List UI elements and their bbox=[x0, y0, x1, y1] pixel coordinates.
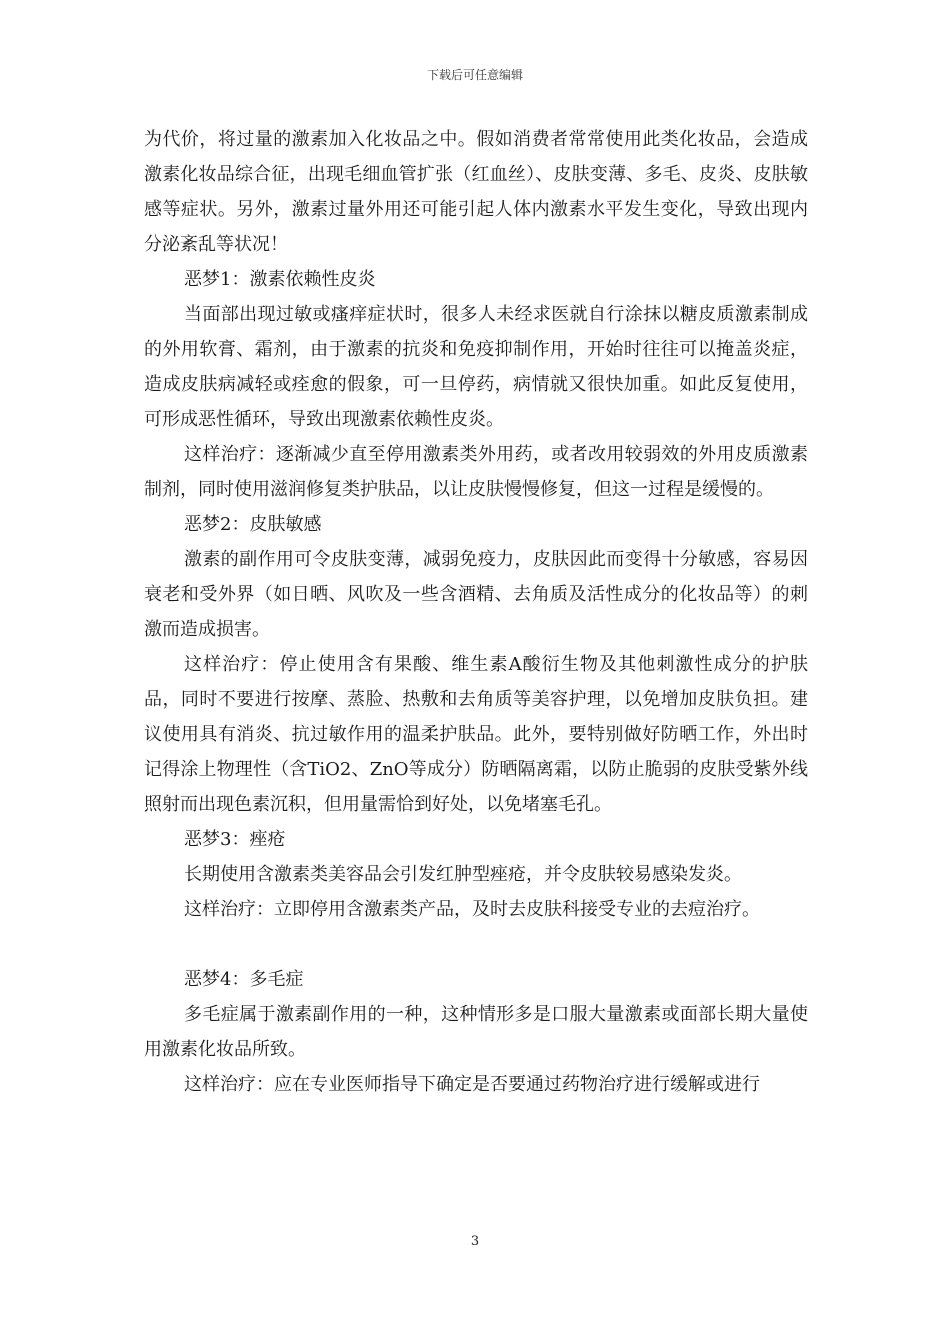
page-number: 3 bbox=[470, 1234, 480, 1249]
paragraph-intro: 为代价，将过量的激素加入化妆品之中。假如消费者常常使用此类化妆品，会造成激素化妆品综合征，出现毛细血管扩张（红血丝）、皮肤变薄、多毛、皮炎、皮肤敏感等症状。另外，激素过量外用还可能引起人体内激素水平发生变化，导致出现内分泌紊乱等状况！ bbox=[144, 129, 808, 255]
paragraph-nightmare-4-treatment: 这样治疗：应在专业医师指导下确定是否要通过药物治疗进行缓解或进行 bbox=[184, 1074, 760, 1095]
document-body bbox=[144, 122, 808, 1102]
paragraph-nightmare-2-body: 激素的副作用可令皮肤变薄，减弱免疫力，皮肤因此而变得十分敏感，容易因衰老和受外界（如日晒、风吹及一些含酒精、去角质及活性成分的化妆品等）的刺激而造成损害。 bbox=[144, 549, 808, 640]
paragraph-nightmare-1-treatment: 这样治疗：逐渐减少直至停用激素类外用药，或者改用较弱效的外用皮质激素制剂，同时使用滋润修复类护肤品，以让皮肤慢慢修复，但这一过程是缓慢的。 bbox=[144, 444, 808, 500]
paragraph-nightmare-3-body: 长期使用含激素类美容品会引发红肿型痤疮，并令皮肤较易感染发炎。 bbox=[184, 864, 742, 885]
paragraph-nightmare-2-treatment: 这样治疗：停止使用含有果酸、维生素A酸衍生物及其他刺激性成分的护肤品，同时不要进行按摩、蒸脸、热敷和去角质等美容护理，以免增加皮肤负担。建议使用具有消炎、抗过敏作用的温柔护肤品。此外，要特别做好防晒工作，外出时记得涂上物理性（含TiO2、ZnO等成分）防晒隔离霜，以防止脆弱的皮肤受紫外线照射而出现色素沉积，但用量需恰到好处，以免堵塞毛孔。 bbox=[144, 654, 808, 815]
paragraph-nightmare-3-treatment: 这样治疗：立即停用含激素类产品，及时去皮肤科接受专业的去痘治疗。 bbox=[184, 899, 760, 920]
section-heading-nightmare-4: 恶梦4：多毛症 bbox=[184, 969, 304, 990]
blank-line bbox=[144, 927, 808, 962]
page-header: 下载后可任意编辑 bbox=[426, 68, 523, 82]
section-heading-nightmare-2: 恶梦2：皮肤敏感 bbox=[184, 514, 322, 535]
section-heading-nightmare-3: 恶梦3：痤疮 bbox=[184, 829, 286, 850]
paragraph-nightmare-4-body: 多毛症属于激素副作用的一种，这种情形多是口服大量激素或面部长期大量使用激素化妆品所致。 bbox=[144, 1004, 808, 1060]
section-heading-nightmare-1: 恶梦1：激素依赖性皮炎 bbox=[184, 269, 376, 290]
paragraph-nightmare-1-body: 当面部出现过敏或瘙痒症状时，很多人未经求医就自行涂抹以糖皮质激素制成的外用软膏、霜剂，由于激素的抗炎和免疫抑制作用，开始时往往可以掩盖炎症，造成皮肤病减轻或痊愈的假象，可一旦停药，病情就又很快加重。如此反复使用，可形成恶性循环，导致出现激素依赖性皮炎。 bbox=[144, 304, 808, 430]
